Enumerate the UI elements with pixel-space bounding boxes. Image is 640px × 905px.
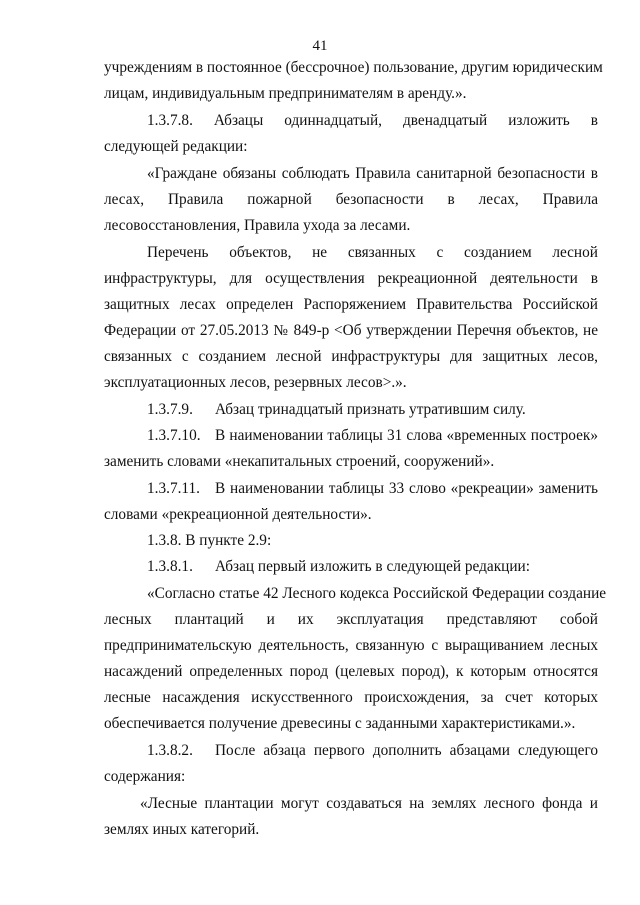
- clause-number: 1.3.7.10.: [147, 427, 201, 444]
- text-line: лицам, индивидуальным предпринимателям в аренду.».: [104, 85, 467, 102]
- text-line: Перечень объектов, не связанных с созданием лесной: [147, 244, 598, 261]
- text-line: 1.3.8.2. После абзаца первого дополнить абзацами следующего: [147, 742, 598, 759]
- text-line: 1.3.7.10. В наименовании таблицы 31 слова «временных построек»: [147, 427, 598, 444]
- text-line: 1.3.8. В пункте 2.9:: [147, 532, 272, 549]
- text-line: лесовосстановления, Правила ухода за лесами.: [104, 217, 411, 234]
- text-line: «Согласно статье 42 Лесного кодекса Российской Федерации создание: [147, 585, 607, 602]
- text-line: насаждений определенных пород (целевых пород), к которым относятся: [104, 663, 598, 680]
- text-line: словами «рекреационной деятельности».: [104, 506, 372, 523]
- text-line: 1.3.7.11. В наименовании таблицы 33 слово «рекреации» заменить: [147, 480, 598, 497]
- text-line: следующей редакции:: [104, 138, 248, 155]
- text-line: эксплуатационных лесов, резервных лесов>.».: [104, 374, 407, 391]
- text-line: лесах, Правила пожарной безопасности в лесах, Правила: [104, 191, 598, 208]
- text-line: 1.3.7.8. Абзацы одиннадцатый, двенадцатый изложить в: [147, 112, 598, 129]
- clause-number: 1.3.8.1.: [147, 558, 193, 575]
- text-line: учреждениям в постоянное (бессрочное) пользование, другим юридическим: [104, 59, 603, 76]
- text-line: Федерации от 27.05.2013 № 849-р <Об утверждении Перечня объектов, не: [104, 322, 598, 339]
- text-line: заменить словами «некапитальных строений, сооружений».: [104, 453, 495, 470]
- clause-number: 1.3.7.11.: [147, 480, 200, 497]
- text-line: обеспечивается получение древесины с заданными характеристиками.».: [104, 715, 576, 732]
- text-line: защитных лесах определен Распоряжением Правительства Российской: [104, 296, 598, 313]
- text-line: 1.3.7.9. Абзац тринадцатый признать утратившим силу.: [147, 401, 526, 418]
- text-line: предпринимательскую деятельность, связанную с выращиванием лесных: [104, 637, 598, 654]
- text-line: связанных с созданием лесной инфраструктуры для защитных лесов,: [104, 348, 598, 365]
- text-line: содержания:: [104, 768, 186, 785]
- text-line: «Лесные плантации могут создаваться на землях лесного фонда и: [140, 795, 598, 812]
- text-line: 1.3.8.1. Абзац первый изложить в следующей редакции:: [147, 558, 530, 575]
- clause-number: 1.3.7.9.: [147, 401, 193, 418]
- clause-number: 1.3.7.8.: [147, 112, 193, 129]
- text-line: инфраструктуры, для осуществления рекреационной деятельности в: [104, 270, 598, 287]
- text-line: лесных плантаций и их эксплуатация представляют собой: [104, 611, 598, 628]
- clause-number: 1.3.8.2.: [147, 742, 193, 759]
- text-line: лесные насаждения искусственного происхождения, за счет которых: [104, 689, 598, 706]
- page-number: 41: [312, 38, 328, 54]
- text-line: землях иных категорий.: [104, 821, 260, 838]
- text-line: «Граждане обязаны соблюдать Правила санитарной безопасности в: [147, 165, 598, 182]
